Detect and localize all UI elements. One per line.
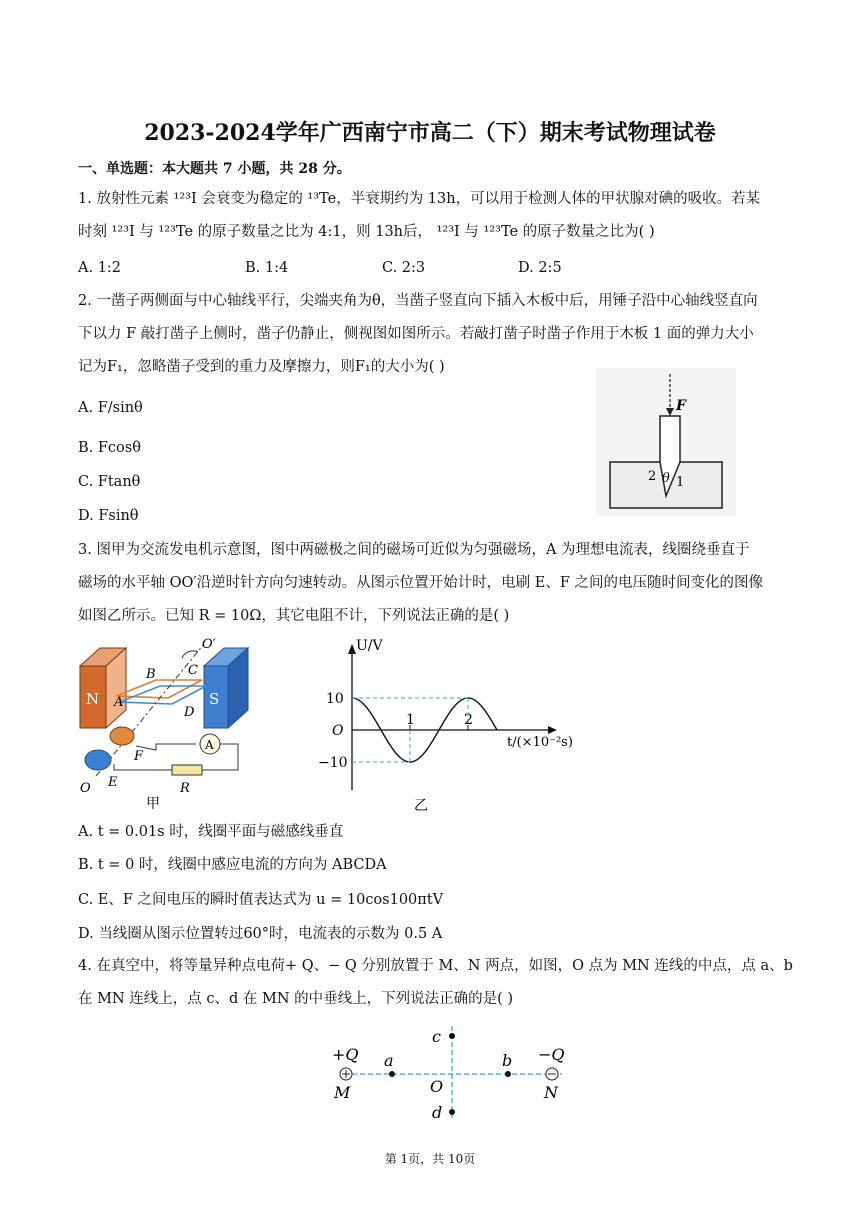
label-F: F (676, 398, 686, 414)
q3-option-a: A. t = 0.01s 时，线圈平面与磁感线垂直 (78, 824, 344, 840)
ammeter-label: A (205, 738, 214, 752)
q2-option-d: D. Fsinθ (78, 508, 139, 524)
q3-option-c: C. E、F 之间电压的瞬时值表达式为 u = 10cos100πtV (78, 892, 444, 908)
y-tick-label-10: 10 (326, 691, 344, 707)
q1-option-b: B. 1:4 (245, 260, 289, 276)
label-E: E (108, 775, 118, 790)
label-F: F (134, 749, 144, 764)
x-axis-label: t/(×10⁻²s) (507, 735, 573, 750)
x-tick-label-2: 2 (464, 712, 473, 728)
q3-option-b: B. t = 0 时，线圈中感应电流的方向为 ABCDA (78, 857, 387, 873)
label-C: C (188, 663, 198, 678)
label-b: b (502, 1051, 513, 1070)
wire-f (136, 744, 196, 750)
x-tick-label-1: 1 (406, 712, 415, 728)
point-d (449, 1109, 455, 1115)
q1-option-d: D. 2:5 (518, 260, 562, 276)
q2-option-c: C. Ftanθ (78, 474, 141, 490)
label-N: N (86, 690, 100, 708)
resistor (172, 765, 202, 775)
q3-line-2: 磁场的水平轴 OO′沿逆时针方向匀速转动。从图示位置开始计时，电刷 E、F 之间的电压随时间变化的图像 (78, 575, 764, 591)
y-tick-label-neg10: −10 (318, 755, 348, 771)
origin-label: O (332, 723, 344, 739)
page-title: 2023-2024学年广西南宁市高二（下）期末考试物理试卷 (144, 120, 716, 146)
q2-option-b: B. Fcosθ (78, 440, 141, 456)
wire-e (114, 764, 172, 770)
point-b (505, 1071, 511, 1077)
label-face-1: 1 (676, 475, 685, 490)
q3-option-d: D. 当线圈从图示位置转过60°时，电流表的示数为 0.5 A (78, 926, 443, 942)
label-D: D (184, 705, 195, 720)
label-O-prime: O′ (202, 637, 216, 652)
voltage-chart (316, 630, 596, 814)
x-axis-arrow (548, 726, 557, 734)
page-footer: 第 1页，共 10页 (384, 1152, 476, 1166)
q4-line-1: 4. 在真空中，将等量异种点电荷+ Q、− Q 分别放置于 M、N 两点，如图，O 点为 MN 连线的中点，点 a、b (78, 958, 793, 974)
slip-ring-f (110, 727, 134, 745)
q2-line-1: 2. 一凿子两侧面与中心轴线平行，尖端夹角为θ，当凿子竖直向下插入木板中后，用锤子沿中心轴线竖直向 (78, 293, 758, 309)
q1-option-c: C. 2:3 (382, 260, 426, 276)
q3-line-1: 3. 图甲为交流发电机示意图，图中两磁极之间的磁场可近似为匀强磁场，A 为理想电流表，线圈绕垂直于 (78, 542, 750, 558)
label-face-2: 2 (648, 469, 657, 484)
label-theta: θ (662, 471, 670, 486)
label-O: O (80, 781, 91, 796)
chisel-figure (596, 368, 736, 516)
label-minus-q: −Q (538, 1045, 565, 1064)
caption-jia: 甲 (146, 796, 160, 812)
label-A: A (114, 695, 124, 710)
generator-figure (76, 636, 256, 812)
q3-line-3: 如图乙所示。已知 R = 10Ω，其它电阻不计，下列说法正确的是( ) (78, 608, 510, 624)
label-d: d (432, 1103, 443, 1122)
label-N: N (544, 1083, 558, 1102)
point-a (389, 1071, 395, 1077)
caption-yi: 乙 (414, 798, 428, 814)
q1-line-2: 时刻 ¹²³I 与 ¹²³Te 的原子数量之比为 4:1，则 13h后， ¹²³I 与 ¹²³Te 的原子数量之比为( ) (78, 224, 655, 240)
q4-line-2: 在 MN 连线上，点 c、d 在 MN 的中垂线上，下列说法正确的是( ) (78, 991, 514, 1007)
label-R: R (180, 781, 190, 796)
q2-line-3: 记为F₁，忽略凿子受到的重力及摩擦力，则F₁的大小为( ) (78, 359, 445, 375)
q1-option-a: A. 1:2 (78, 260, 122, 276)
point-c (449, 1033, 455, 1039)
label-O: O (430, 1077, 444, 1096)
section-heading: 一、单选题：本大题共 7 小题，共 28 分。 (78, 161, 351, 177)
label-S: S (209, 690, 220, 708)
y-axis-label: U/V (356, 638, 383, 654)
y-axis-arrow (348, 644, 356, 654)
label-a: a (384, 1051, 394, 1070)
label-plus-q: +Q (332, 1045, 359, 1064)
q2-option-a: A. F/sinθ (78, 400, 143, 416)
q1-line-1: 1. 放射性元素 ¹²³I 会衰变为稳定的 ¹³Te，半衰期约为 13h，可以用于检测人体的甲状腺对碘的吸收。若某 (78, 191, 761, 207)
label-B: B (146, 667, 156, 682)
label-M: M (334, 1083, 351, 1102)
charges-figure (322, 1022, 592, 1126)
label-c: c (432, 1027, 441, 1046)
q2-line-2: 下以力 F 敲打凿子上侧时，凿子仍静止，侧视图如图所示。若敲打凿子时凿子作用于木板 1 面的弹力大小 (78, 326, 754, 342)
slip-ring-e (85, 750, 111, 770)
